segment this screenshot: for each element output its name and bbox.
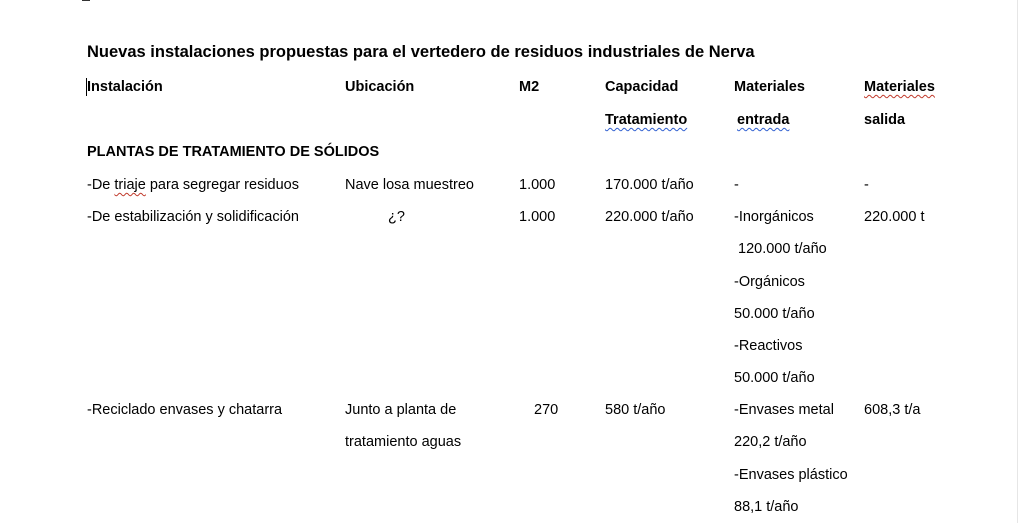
row1-instalacion [87, 176, 299, 194]
row3-capacidad: 580 t/año [605, 402, 666, 418]
row3-m2: 270 [534, 402, 559, 418]
header-capacidad-line1: Capacidad [605, 79, 679, 95]
row1-entrada: - [734, 177, 739, 193]
row3-instalacion: -Reciclado envases y chatarra [87, 402, 283, 418]
row3-ubicacion-line1: Junto a planta de [345, 402, 457, 418]
row1-m2: 1.000 [519, 177, 556, 193]
header-ubicacion: Ubicación [345, 79, 415, 95]
row3-entrada-line1: -Envases metal [734, 402, 834, 418]
row2-entrada-line2: 120.000 t/año [738, 241, 827, 257]
row3-entrada-line4: 88,1 t/año [734, 499, 799, 515]
row2-entrada-line1: -Inorgánicos [734, 209, 814, 225]
header-entrada-word: entrada [737, 112, 790, 128]
document-title: Nuevas instalaciones propuestas para el vertedero de residuos industriales de Nerva [87, 43, 755, 61]
row1-ubicacion: Nave losa muestreo [345, 177, 474, 193]
header-entrada-line2 [737, 111, 789, 129]
row3-ubicacion-line2: tratamiento aguas [345, 434, 462, 450]
row3-entrada-line3: -Envases plástico [734, 467, 848, 483]
top-marker [82, 0, 90, 1]
header-salida-line1 [864, 78, 935, 96]
row2-instalacion: -De estabilización y solidificación [87, 209, 299, 225]
row2-m2: 1.000 [519, 209, 556, 225]
row2-ubicacion: ¿? [388, 209, 405, 225]
row2-entrada-line6: 50.000 t/año [734, 370, 815, 386]
header-capacidad-line2 [605, 111, 687, 129]
header-m2: M2 [519, 79, 540, 95]
row2-capacidad: 220.000 t/año [605, 209, 694, 225]
row2-entrada-line4: 50.000 t/año [734, 306, 815, 322]
row1-instalacion-pre: -De [87, 177, 115, 193]
header-instalacion: Instalación [87, 79, 163, 95]
row2-salida: 220.000 t [864, 209, 925, 225]
row2-entrada-line3: -Orgánicos [734, 274, 805, 290]
header-salida-line2: salida [864, 112, 906, 128]
section-title: PLANTAS DE TRATAMIENTO DE SÓLIDOS [87, 144, 380, 160]
row1-instalacion-word: triaje [114, 177, 146, 193]
row1-instalacion-post: para segregar residuos [145, 177, 299, 193]
page-edge [1017, 0, 1018, 523]
row3-salida: 608,3 t/a [864, 402, 921, 418]
header-entrada-line1: Materiales [734, 79, 805, 95]
row3-entrada-line2: 220,2 t/año [734, 434, 807, 450]
header-capacidad-word: Tratamiento [605, 112, 688, 128]
header-salida-word: Materiales [864, 79, 935, 95]
row2-entrada-line5: -Reactivos [734, 338, 803, 354]
row1-salida: - [864, 177, 869, 193]
row1-capacidad: 170.000 t/año [605, 177, 694, 193]
